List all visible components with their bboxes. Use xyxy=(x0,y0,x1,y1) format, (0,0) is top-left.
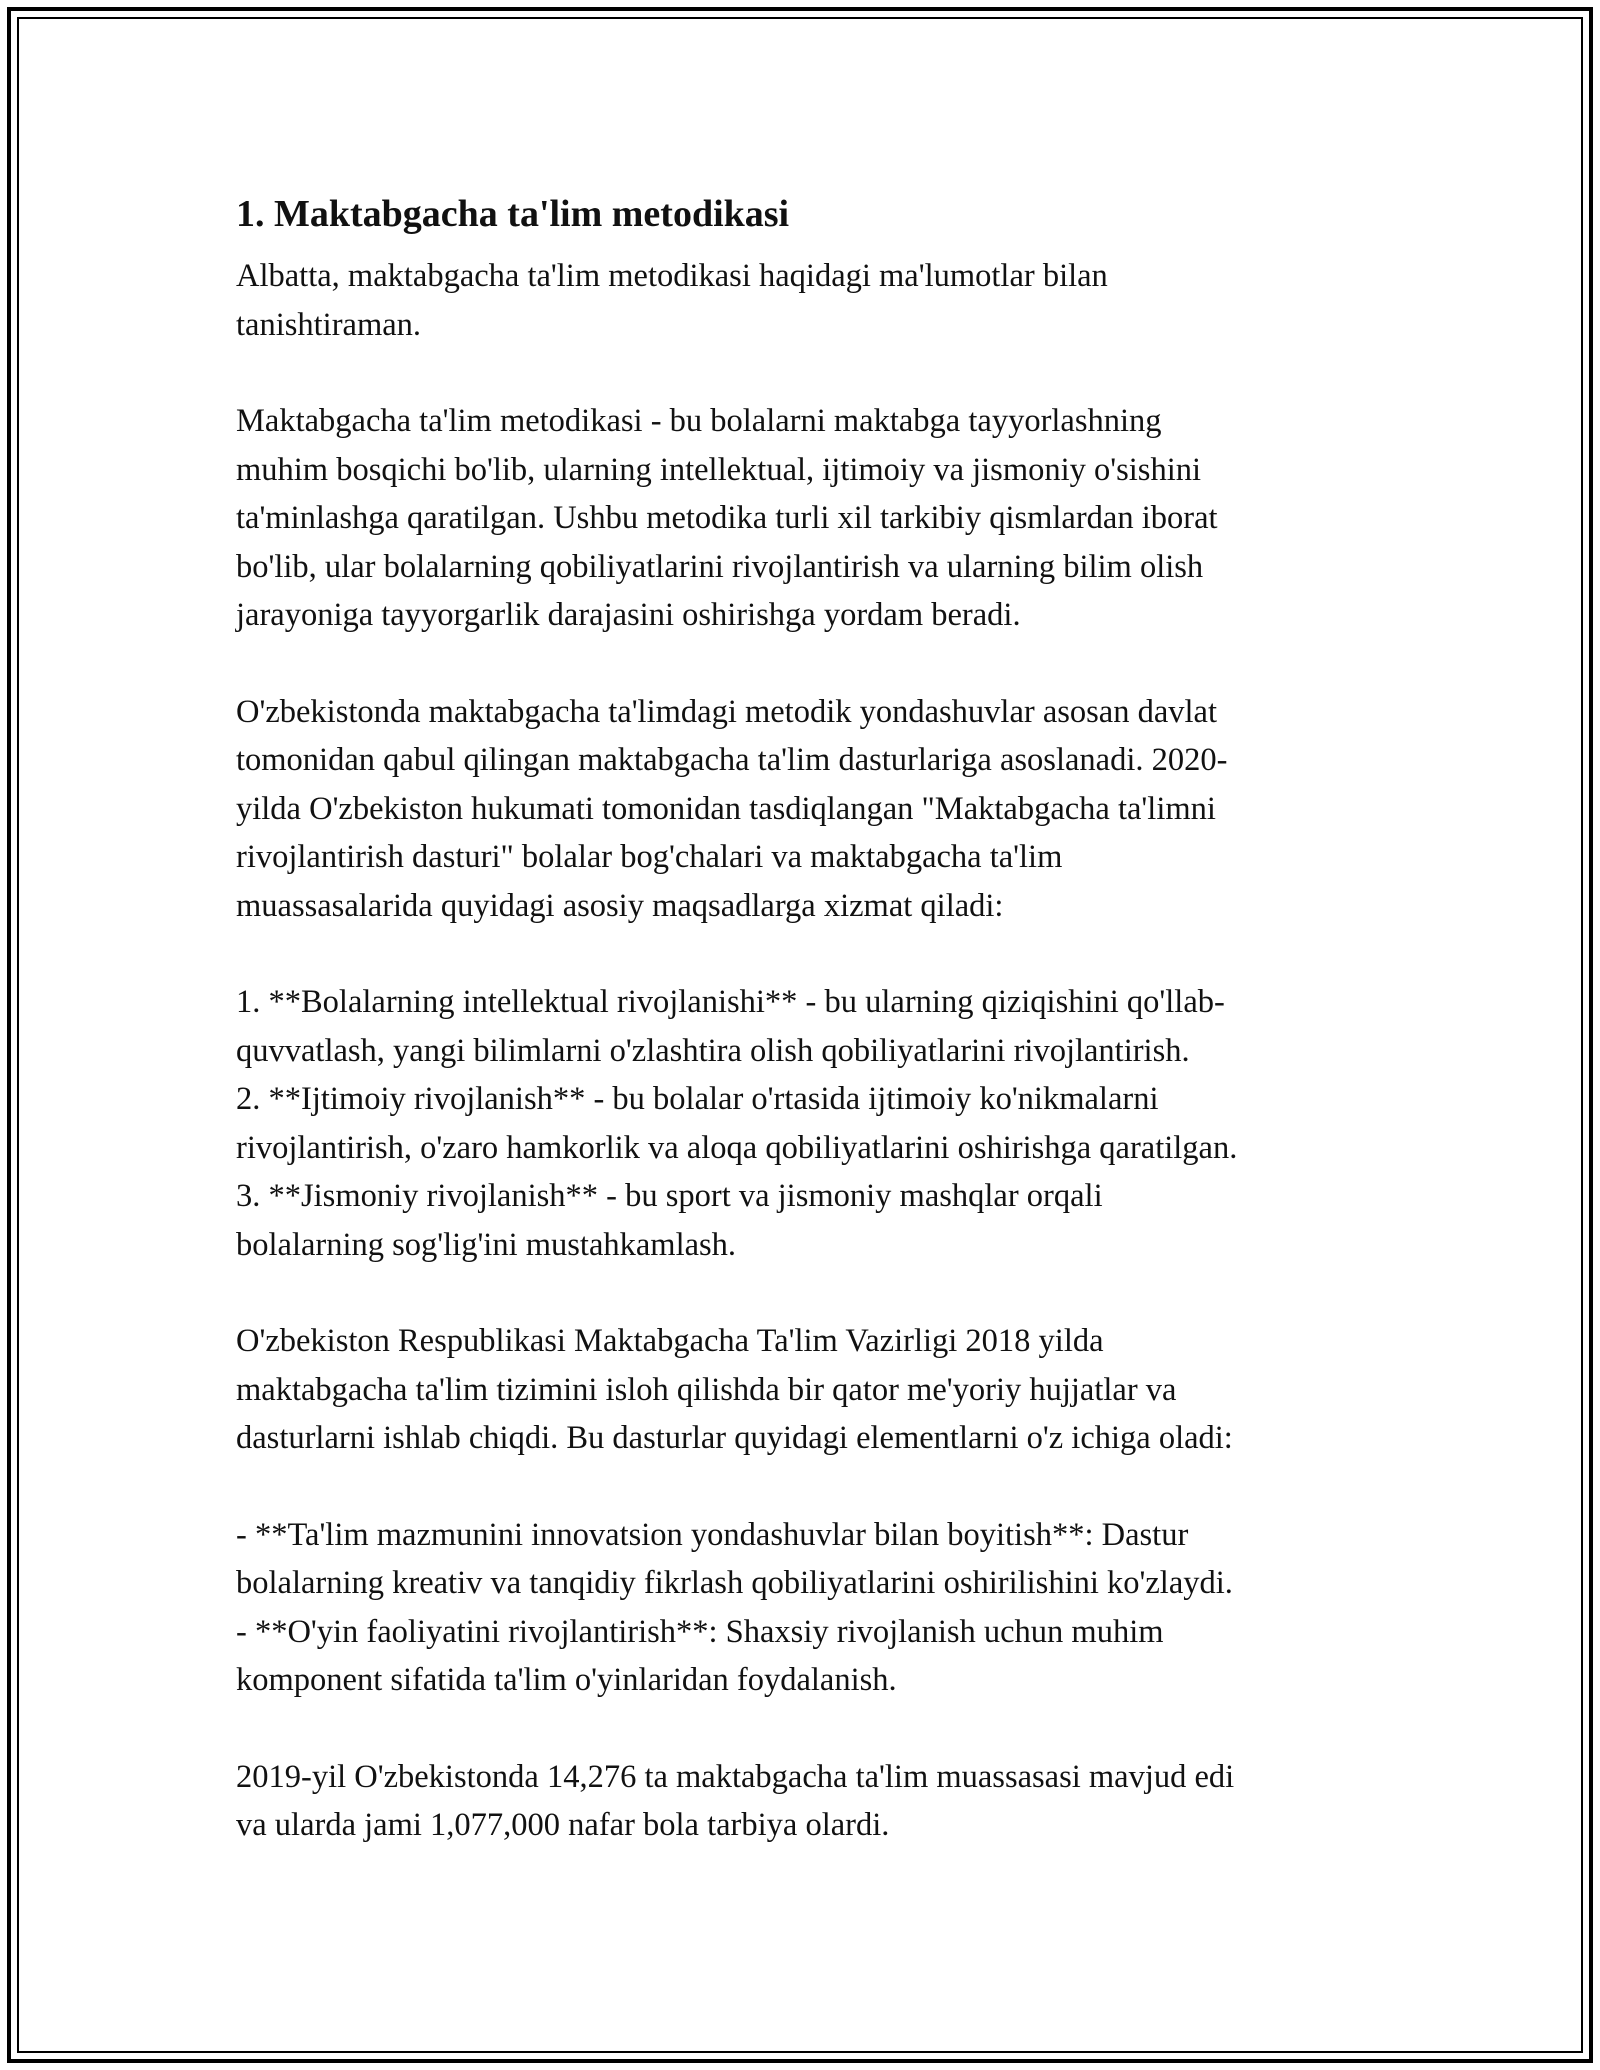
list-item-line: 1. **Bolalarning intellektual rivojlanishi** - bu ularning qiziqishini qo'llab- xyxy=(236,984,1225,1020)
list-item-line: komponent sifatida ta'lim o'yinlaridan foydalanish. xyxy=(236,1662,897,1698)
approaches-paragraph xyxy=(236,688,1376,931)
text-line: Maktabgacha ta'lim metodikasi - bu bolalarni maktabga tayyorlashning xyxy=(236,403,1162,439)
list-item-line: bolalarning kreativ va tanqidiy fikrlash qobiliyatlarini oshirilishini ko'zlaydi. xyxy=(236,1565,1233,1601)
text-line: maktabgacha ta'lim tizimini isloh qilishda bir qator me'yoriy hujjatlar va xyxy=(236,1371,1177,1408)
text-line: bo'lib, ular bolalarning qobiliyatlarini rivojlantirish va ularning bilim olish xyxy=(236,548,1204,585)
list-item-line: quvvatlash, yangi bilimlarni o'zlashtira olish qobiliyatlarini rivojlantirish. xyxy=(236,1032,1190,1069)
text-line: Albatta, maktabgacha ta'lim metodikasi haqidagi ma'lumotlar bilan xyxy=(236,258,1108,294)
ministry-paragraph xyxy=(236,1317,1376,1463)
list-item-line: bolalarning sog'lig'ini mustahkamlash. xyxy=(236,1226,737,1263)
paragraph-gap xyxy=(236,1269,1376,1317)
list-item-line: rivojlantirish, o'zaro hamkorlik va aloqa qobiliyatlarini oshirishga qaratilgan. xyxy=(236,1129,1238,1166)
text-line: dasturlarni ishlab chiqdi. Bu dasturlar quyidagi elementlarni o'z ichiga oladi: xyxy=(236,1420,1233,1456)
text-line: O'zbekistonda maktabgacha ta'limdagi metodik yondashuvlar asosan davlat xyxy=(236,693,1218,730)
text-line: jarayoniga tayyorgarlik darajasini oshirishga yordam beradi. xyxy=(236,597,1021,633)
text-line: O'zbekiston Respublikasi Maktabgacha Ta'lim Vazirligi 2018 yilda xyxy=(236,1323,1104,1359)
paragraph-gap xyxy=(236,1463,1376,1511)
document-body xyxy=(236,186,1376,1850)
elements-list xyxy=(236,1511,1376,1705)
paragraph-gap xyxy=(236,640,1376,688)
list-item-line: - **Ta'lim mazmunini innovatsion yondashuvlar bilan boyitish**: Dastur xyxy=(236,1516,1189,1553)
text-line: ta'minlashga qaratilgan. Ushbu metodika turli xil tarkibiy qismlardan iborat xyxy=(236,500,1218,536)
goals-list xyxy=(236,978,1376,1269)
list-item-line: - **O'yin faoliyatini rivojlantirish**: Shaxsiy rivojlanish uchun muhim xyxy=(236,1613,1164,1650)
intro-paragraph xyxy=(236,252,1376,349)
text-line: muhim bosqichi bo'lib, ularning intellektual, ijtimoiy va jismoniy o'sishini xyxy=(236,451,1202,488)
text-line: muassasalarida quyidagi asosiy maqsadlarga xizmat qiladi: xyxy=(236,887,1004,924)
text-line: yilda O'zbekiston hukumati tomonidan tasdiqlangan "Maktabgacha ta'limni xyxy=(236,790,1216,827)
text-line: tanishtiraman. xyxy=(236,306,422,343)
paragraph-gap xyxy=(236,930,1376,978)
paragraph-gap xyxy=(236,349,1376,397)
paragraph-gap xyxy=(236,1705,1376,1753)
list-item-line: 3. **Jismoniy rivojlanish** - bu sport va jismoniy mashqlar orqali xyxy=(236,1178,1103,1214)
list-item-line: 2. **Ijtimoiy rivojlanish** - bu bolalar o'rtasida ijtimoiy ko'nikmalarni xyxy=(236,1081,1159,1117)
document-title: 1. Maktabgacha ta'lim metodikasi xyxy=(236,193,790,235)
definition-paragraph xyxy=(236,397,1376,640)
text-line: rivojlantirish dasturi" bolalar bog'chalari va maktabgacha ta'lim xyxy=(236,839,1063,875)
text-line: 2019-yil O'zbekistonda 14,276 ta maktabgacha ta'lim muassasasi mavjud edi xyxy=(236,1758,1235,1795)
statistics-paragraph xyxy=(236,1753,1376,1850)
text-line: va ularda jami 1,077,000 nafar bola tarbiya olardi. xyxy=(236,1807,890,1843)
text-line: tomonidan qabul qilingan maktabgacha ta'lim dasturlariga asoslanadi. 2020- xyxy=(236,742,1228,778)
